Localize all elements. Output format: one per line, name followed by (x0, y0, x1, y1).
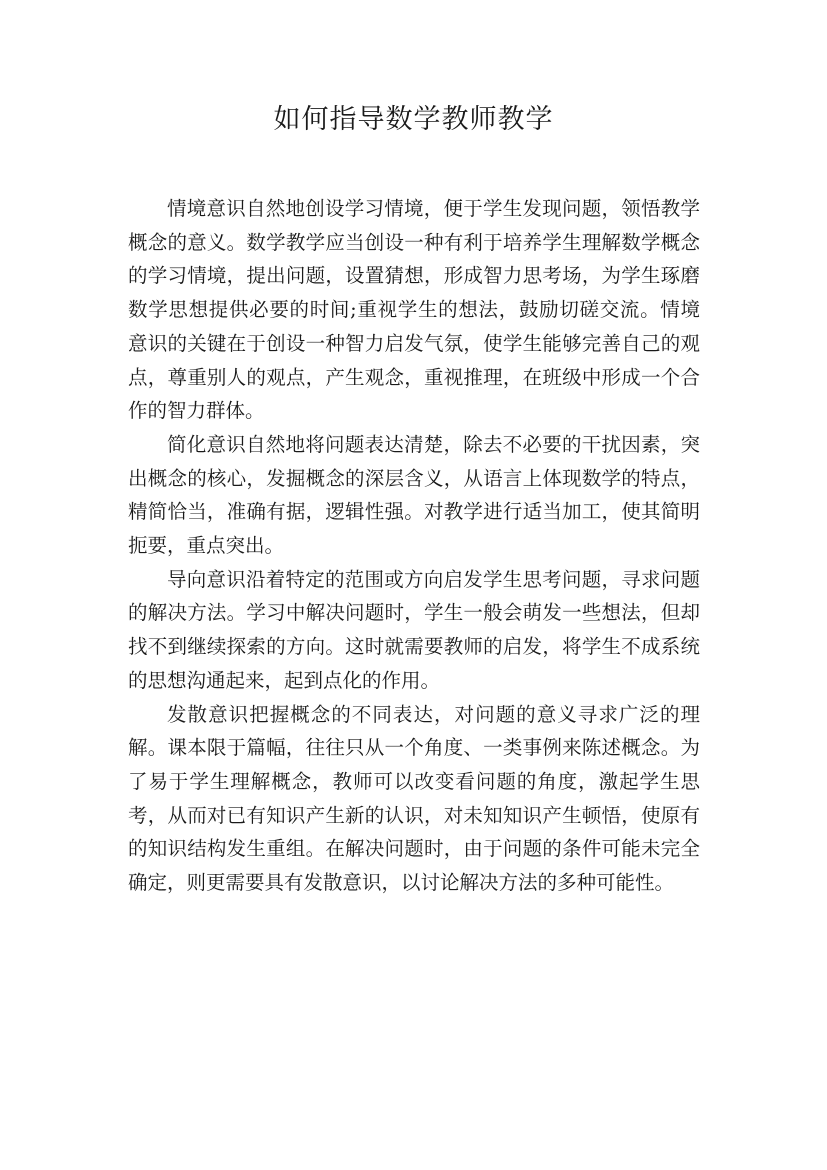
document-body (128, 192, 700, 900)
document-title: 如何指导数学教师教学 (273, 104, 554, 135)
paragraph-divergence-awareness: 发散意识把握概念的不同表达，对问题的意义寻求广泛的理解。课本限于篇幅，往往只从一个角度、一类事例来陈述概念。为了易于学生理解概念，教师可以改变看问题的角度，激起学生思考，从而对已有知识产生新的认识，对未知知识产生顿悟，使原有的知识结构发生重组。在解决问题时，由于问题的条件可能未完全确定，则更需要具有发散意识，以讨论解决方法的多种可能性。 (128, 702, 700, 895)
paragraph-guidance-awareness: 导向意识沿着特定的范围或方向启发学生思考问题，寻求问题的解决方法。学习中解决问题时，学生一般会萌发一些想法，但却找不到继续探索的方向。这时就需要教师的启发，将学生不成系统的思想沟通起来，起到点化的作用。 (128, 567, 700, 692)
paragraph-simplification-awareness: 简化意识自然地将问题表达清楚，除去不必要的干扰因素，突出概念的核心，发掘概念的深层含义，从语言上体现数学的特点，精简恰当，准确有据，逻辑性强。对教学进行适当加工，使其简明扼要，重点突出。 (128, 432, 700, 558)
paragraph-situation-awareness: 情境意识自然地创设学习情境，便于学生发现问题，领悟教学概念的意义。数学教学应当创设一种有利于培养学生理解数学概念的学习情境，提出问题，设置猜想，形成智力思考场，为学生琢磨数学思想提供必要的时间;重视学生的想法，鼓励切磋交流。情境意识的关键在于创设一种智力启发气氛，使学生能够完善自己的观点，尊重别人的观点，产生观念，重视推理，在班级中形成一个合作的智力群体。 (128, 197, 700, 423)
